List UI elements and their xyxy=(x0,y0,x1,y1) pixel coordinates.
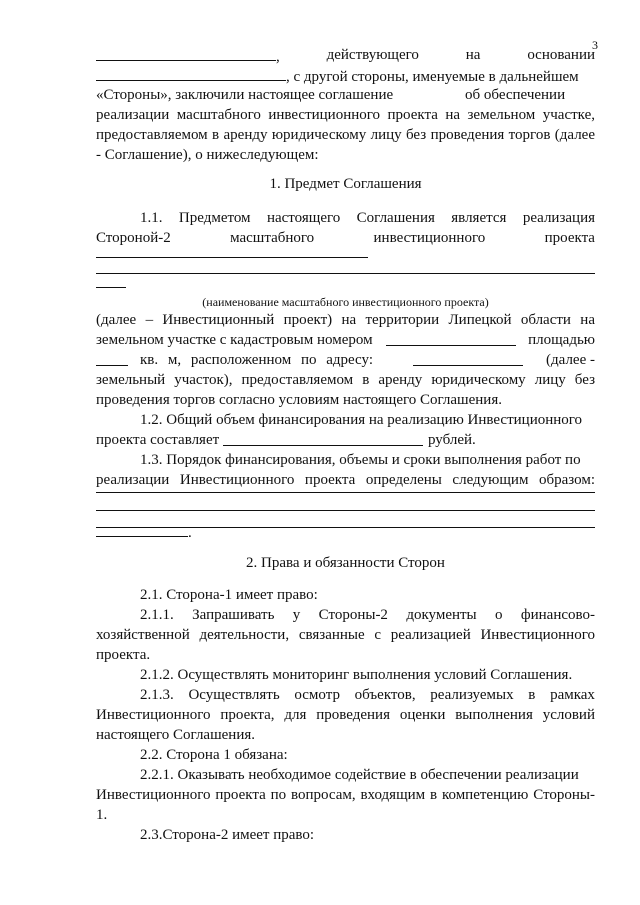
blank-area xyxy=(96,352,128,366)
blank-party-2 xyxy=(96,67,286,81)
clause-2-1-3-line-3: настоящего Соглашения. xyxy=(96,727,256,743)
clause-1-3-line-1: 1.3. Порядок финансирования, объемы и сроки выполнения работ по xyxy=(140,452,581,468)
clause-2-2-1-line-2: Инвестиционного проекта по вопросам, входящим в компетенцию Стороны- xyxy=(96,787,595,803)
description-line-3: кв. м, расположенном по адресу: (далее - xyxy=(96,352,595,368)
blank-financing-terms-2 xyxy=(96,510,595,511)
clause-2-1-1-line-2: хозяйственной деятельности, связанные с реализацией Инвестиционного xyxy=(96,627,595,643)
blank-project-name-3 xyxy=(96,287,126,288)
clause-1-3-line-2: реализации Инвестиционного проекта определены следующим образом: xyxy=(96,472,595,488)
blank-financing-terms-1 xyxy=(96,492,595,493)
intro-line-3: «Стороны», заключили настоящее соглашение об обеспечении xyxy=(96,87,566,103)
clause-2-3: 2.3.Сторона-2 имеет право: xyxy=(140,827,315,843)
clause-2-2: 2.2. Сторона 1 обязана: xyxy=(140,747,288,763)
description-line-1: (далее – Инвестиционный проект) на территории Липецкой области на xyxy=(96,312,595,328)
intro-line-1: , действующего на основании xyxy=(96,47,595,63)
description-line-4: земельный участок), предоставляемом в аренду юридическому лицу без xyxy=(96,372,595,388)
clause-2-2-1-line-1: 2.2.1. Оказывать необходимое содействие в обеспечении реализации xyxy=(140,767,579,783)
section-2-title: 2. Права и обязанности Сторон xyxy=(246,555,445,571)
section-1-title: 1. Предмет Соглашения xyxy=(269,176,422,192)
clause-1-1-line-2: Стороной-2 масштабного инвестиционного проекта xyxy=(96,230,595,246)
financing-terms-end: . xyxy=(96,523,595,539)
intro-line-5: предоставляемом в аренду юридическому лицу без проведения торгов (далее xyxy=(96,127,595,143)
blank-cadastral-number xyxy=(386,332,516,346)
blank-address xyxy=(413,352,523,366)
description-line-2: земельном участке с кадастровым номером площадью xyxy=(96,332,595,348)
intro-line-4: реализации масштабного инвестиционного проекта на земельном участке, xyxy=(96,107,595,123)
clause-1-2-line-1: 1.2. Общий объем финансирования на реализацию Инвестиционного xyxy=(140,412,583,428)
intro-line-2: , с другой стороны, именуемые в дальнейшем xyxy=(96,67,595,83)
clause-2-1: 2.1. Сторона-1 имеет право: xyxy=(140,587,318,603)
project-name-caption: (наименование масштабного инвестиционного проекта) xyxy=(202,295,489,309)
description-line-5: проведения торгов согласно условиям настоящего Соглашения. xyxy=(96,392,502,408)
blank-party-1 xyxy=(96,47,276,61)
clause-2-1-1-line-1: 2.1.1. Запрашивать у Стороны-2 документы о финансово- xyxy=(140,607,595,623)
blank-project-name-1 xyxy=(96,257,368,258)
blank-project-name-2 xyxy=(96,273,595,274)
clause-2-1-3-line-2: Инвестиционного проекта, для проведения оценки выполнения условий xyxy=(96,707,595,723)
clause-2-1-1-line-3: проекта. xyxy=(96,647,151,663)
page-number: 3 xyxy=(592,38,598,52)
clause-2-1-2: 2.1.2. Осуществлять мониторинг выполнения условий Соглашения. xyxy=(140,667,573,683)
clause-2-2-1-line-3: 1. xyxy=(96,807,108,823)
intro-line-6: - Соглашение), о нижеследующем: xyxy=(96,147,319,163)
clause-1-1-line-1: 1.1. Предметом настоящего Соглашения является реализация xyxy=(140,210,595,226)
clause-1-2-line-2: проекта составляет рублей. xyxy=(96,432,476,448)
clause-2-1-3-line-1: 2.1.3. Осуществлять осмотр объектов, реализуемых в рамках xyxy=(140,687,595,703)
blank-financing-amount xyxy=(223,432,423,446)
blank-financing-terms-4 xyxy=(96,523,188,537)
